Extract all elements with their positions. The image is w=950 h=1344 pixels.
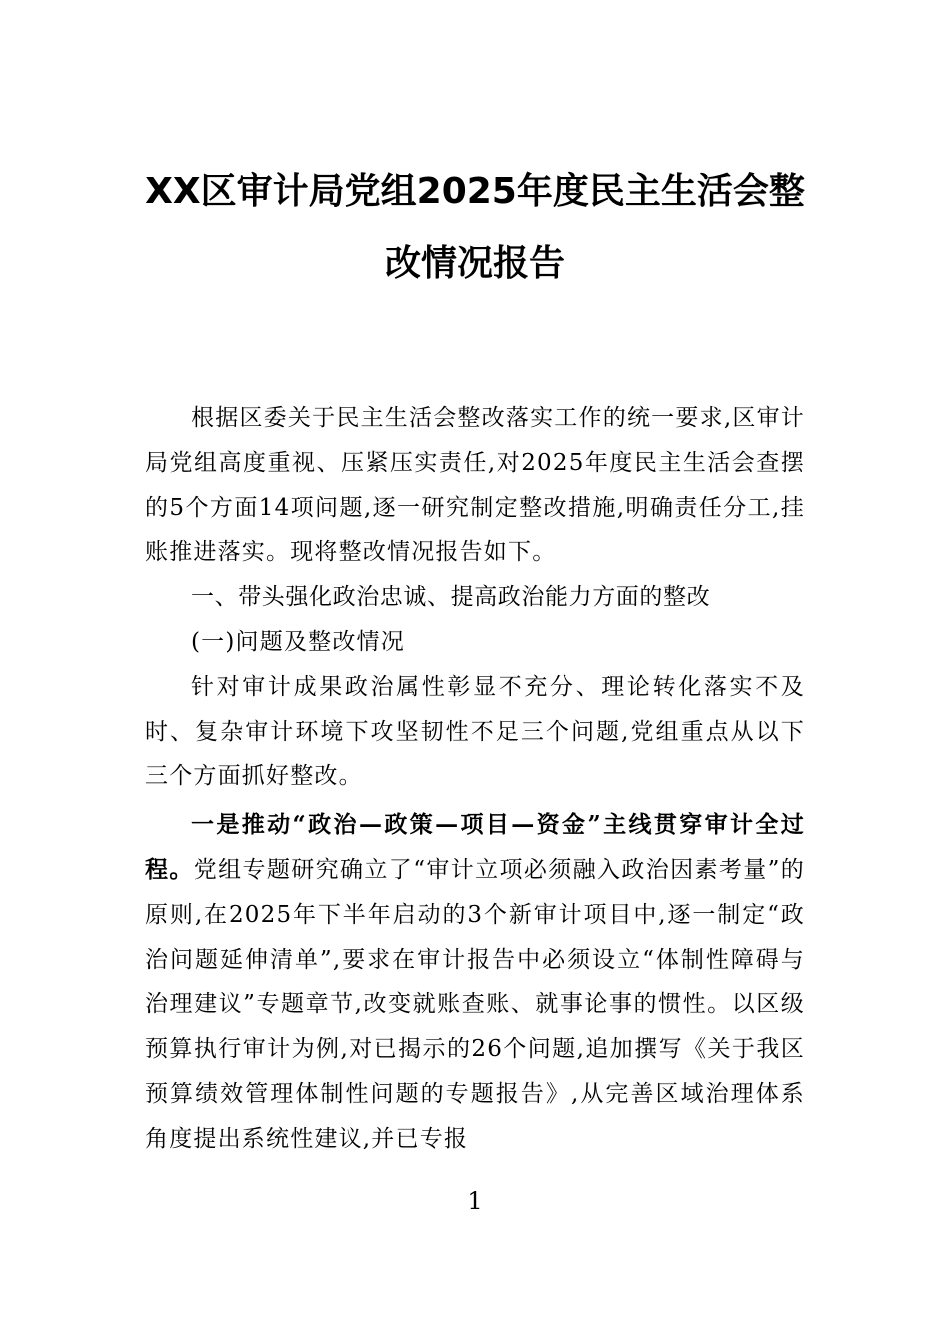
- document-body: [145, 396, 805, 1162]
- problem-summary-paragraph: 针对审计成果政治属性彰显不充分、理论转化落实不及时、复杂审计环境下攻坚韧性不足三个问题,党组重点从以下三个方面抓好整改。: [145, 673, 805, 790]
- document-title: XX区审计局党组2025年度民主生活会整改情况报告: [145, 171, 805, 284]
- measure-paragraph: [145, 803, 805, 1161]
- subsection-heading: (一)问题及整改情况: [191, 628, 405, 655]
- page-number: 1: [467, 1187, 483, 1215]
- measure-lead-text: 一是推动“政治—政策—项目—资金”主线贯穿审计全过程。: [145, 811, 805, 883]
- measure-body-text: 党组专题研究确立了“审计立项必须融入政治因素考量”的原则,在2025年下半年启动的3个新审计项目中,逐一制定“政治问题延伸清单”,要求在审计报告中必须设立“体制性障碍与治理建议”专题章节,改变就账查账、就事论事的惯性。以区级预算执行审计为例,对已揭示的26个问题,追加撰写《关于我区预算绩效管理体制性问题的专题报告》,从完善区域治理体系角度提出系统性建议,并已专报: [145, 856, 805, 1152]
- section-heading: 一、带头强化政治忠诚、提高政治能力方面的整改: [191, 584, 711, 611]
- intro-paragraph: 根据区委关于民主生活会整改落实工作的统一要求,区审计局党组高度重视、压紧压实责任,对2025年度民主生活会查摆的5个方面14项问题,逐一研究制定整改措施,明确责任分工,挂账推进落实。现将整改情况报告如下。: [145, 405, 805, 566]
